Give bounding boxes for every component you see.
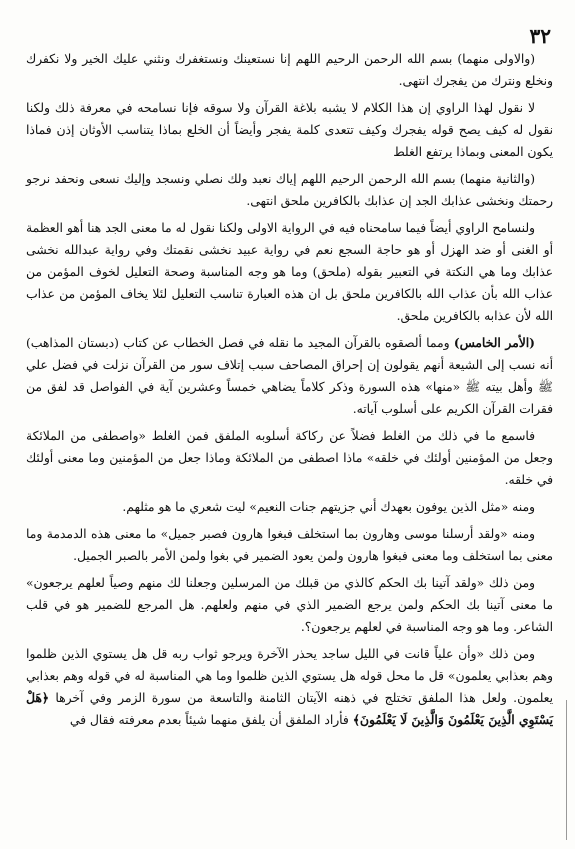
paragraph-text: ومن ذلك «ولقد آتينا بك الحكم كالذي من قبلك من المرسلين وجعلنا لك منهم وصياً لعلهم يرجعون» ما معنى آتينا بك الحكم ولمن يرجع الضمير الذي في منهم ولعلهم. هل المرجع للضمير هو في قلب الشاعر. وما هو وجه المناسبة في لعلهم يرجعون؟. — [26, 576, 553, 634]
section-heading: (الأمر الخامس) — [453, 335, 536, 350]
paragraph-first-prayer — [26, 48, 553, 92]
paragraph-text: فأراد الملفق أن يلفق منهما شيئاً بعدم معرفته فقال في — [69, 713, 353, 727]
paragraph-text: ومن ذلك «وأن علياً قانت في الليل ساجد يحذر الآخرة ويرجو ثواب ربه قل هل يستوي الذين ظلموا وهم بعذابي يعلمون» قل ما محل قوله هل يستوي الذين ظلموا وما هي المناسبة له في قوله وهم بعذابي يعلمون. ولعل هذا الملفق تختلج في ذهنه الآيتان الثامنة والتاسعة من سورة الزمر وفي آخرها — [26, 647, 553, 705]
paragraph-error-three — [26, 523, 553, 567]
paragraph-error-one — [26, 425, 553, 491]
paragraph-error-four — [26, 572, 553, 638]
page-number: ٣٢ — [529, 24, 551, 48]
paragraph-error-two — [26, 496, 553, 518]
paragraph-text: ومما ألصقوه بالقرآن المجيد ما نقله في فصل الخطاب عن كتاب (دبستان المذاهب) أنه نسب إلى الشيعة أنهم يقولون إن إحراق المصاحف سبب إتلاف سور من القرآن نزلت في فضل علي ﷺ وأهل بيته ﷺ «منها» هذه السورة وذكر كلاماً يضاهي خمساً وعشرين آية في الفواصل قد لفق من فقرات القرآن الكريم على أسلوب آياته. — [26, 336, 553, 416]
paragraph-text: ولنسامح الراوي أيضاً فيما سامحناه فيه في الرواية الاولى ولكنا نقول له ما معنى الجد هنا أهو العظمة أو الغنى أو ضد الهزل أو هو حاجة السجع نعم في رواية عبيد نخشى نقمتك وفي رواية عبدالله نخشى عذابك وما هي النكتة في التعبير بقوله (ملحق) وما هو وجه المناسبة وصحة التعليل لخوف المؤمن من عذاب الله بأن عذاب الله بالكافرين ملحق بل ان هذه العبارة تناسب التعليل لئلا يخاف المؤمن من عذاب الله لأن عذابه بالكافرين ملحق. — [26, 221, 553, 323]
page-edge-divider — [566, 700, 567, 840]
paragraph-fifth-matter — [26, 332, 553, 420]
paragraph-text: (والاولى منهما) بسم الله الرحمن الرحيم اللهم إنا نستعينك ونستغفرك ونثني عليك الخير ولا نكفرك ونخلع ونترك من يفجرك انتهى. — [26, 52, 553, 88]
quran-verse: ﴿هَلْ يَسْتَوِي الَّذِينَ يَعْلَمُونَ وَالَّذِينَ لَا يَعْلَمُونَ﴾ — [26, 690, 553, 727]
body-text — [26, 48, 553, 731]
paragraph-second-prayer — [26, 168, 553, 212]
paragraph-error-five — [26, 643, 553, 731]
paragraph-text: (والثانية منهما) بسم الله الرحمن الرحيم اللهم إياك نعبد ولك نصلي ونسجد وإليك نسعى ونحفد نرجو رحمتك ونخشى عذابك الجد إن عذابك بالكافرين ملحق انتهى. — [26, 172, 553, 208]
paragraph-critique-two — [26, 217, 553, 327]
paragraph-text: ومنه «مثل الذين يوفون بعهدك أني جزيتهم جنات النعيم» ليت شعري ما هو مثلهم. — [122, 500, 535, 514]
paragraph-text: لا نقول لهذا الراوي إن هذا الكلام لا يشبه بلاغة القرآن ولا سوقه فإنا نسامحه في معرفة ذلك ولكنا نقول له كيف يصح قوله يفجرك وكيف تتعدى كلمة يفجر وأيضاً أن الخلع بماذا يتناسب الأوثان إذن فماذا يكون المعنى وبماذا يرتفع الغلط — [26, 101, 553, 159]
paragraph-text: ومنه «ولقد أرسلنا موسى وهارون بما استخلف فبغوا هارون فصبر جميل» ما معنى هذه الدمدمة وما معنى بما استخلف وما معنى فبغوا هارون ولمن يعود الضمير في بغوا ولمن الأمر بالصبر الجميل. — [26, 527, 553, 563]
paragraph-text: فاسمع ما في ذلك من الغلط فضلاً عن ركاكة أسلوبه الملفق فمن الغلط «واصطفى من الملائكة وجعل من المؤمنين أولئك في خلقه» ماذا اصطفى من الملائكة وماذا جعل من المؤمنين وما معنى أولئك في خلقه. — [26, 429, 553, 487]
paragraph-critique-one — [26, 97, 553, 163]
